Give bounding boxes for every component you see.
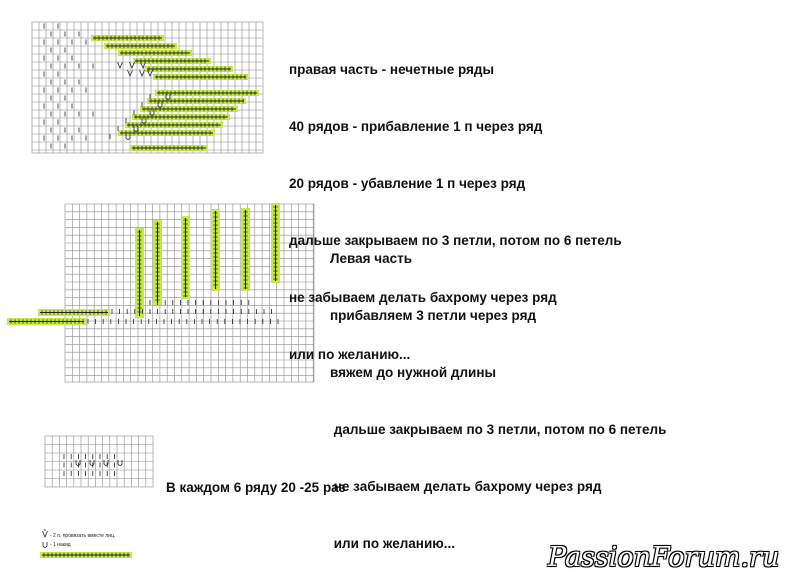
text-line: или по желанию... [289, 347, 411, 362]
text-line: правая часть - нечетные ряды [289, 62, 495, 77]
watermark-logo: PassionForum.ru [548, 542, 780, 573]
grid-lines [45, 436, 153, 487]
text-line: дальше закрываем по 3 петли, потом по 6 петель [330, 422, 667, 437]
left-part-text [330, 211, 666, 572]
text-line: вяжем до нужной длины [330, 365, 497, 380]
repeat-label: В каждом 6 ряду 20 -25 раз [166, 480, 346, 495]
decrease-symbol [43, 531, 48, 537]
yarn-over-symbol [43, 542, 47, 548]
text-line: дальше закрываем по 3 петли, потом по 6 петель [289, 233, 622, 248]
yarn-over-symbol [118, 460, 122, 466]
yarn-over-symbol [90, 460, 94, 466]
text-line: 40 рядов - прибавление 1 п через ряд [289, 119, 543, 134]
text-line: или по желанию... [330, 536, 456, 551]
repeat-chart [45, 436, 153, 487]
text-line: прибавляем 3 петли через ряд [330, 308, 537, 323]
decrease-symbol [118, 62, 123, 68]
text-line: не забываем делать бахрому через ряд [289, 290, 557, 305]
text-line: не забываем делать бахрому через ряд [330, 479, 602, 494]
legend-label-yarn-over: - 1 накид [50, 542, 71, 548]
text-line: Левая часть [330, 251, 413, 266]
text-line: 20 рядов - убавление 1 п через ряд [289, 176, 526, 191]
legend-label-2-together: - 2 п. провязать вместе лиц. [50, 533, 116, 539]
repeat-text [166, 440, 346, 516]
left-part-chart [7, 203, 314, 382]
